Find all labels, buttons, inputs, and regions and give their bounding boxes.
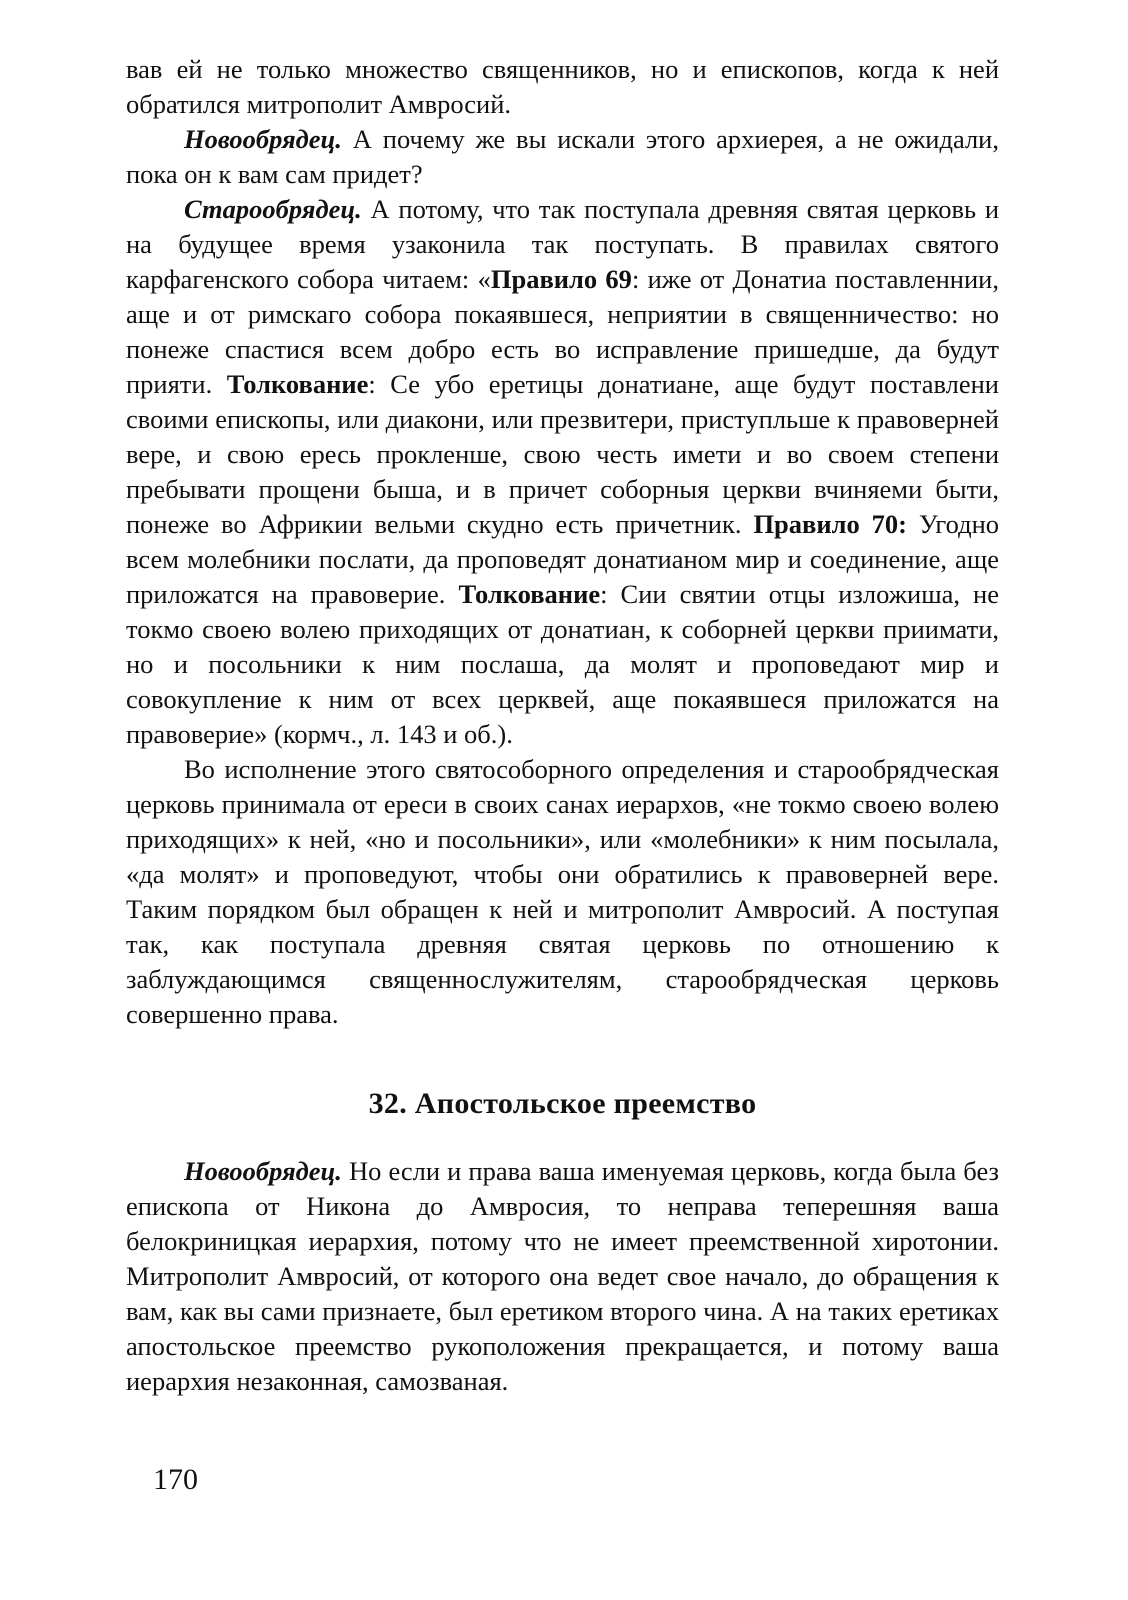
paragraph-text: : Се убо еретицы донатиане, аще будут поставлени своими епископы, или диакони, или презвитери, приступльше к правоверней вере, и свою ересь прокленше, свою честь имети и во своем степени пребывати прощени быша, и в причет соборныя церкви вчиняеми быти, понеже во Африкии вельми скудно есть причетник. — [126, 369, 999, 539]
rule-69-label: Правило 69 — [490, 264, 632, 294]
paragraph-text: : Сии святии отцы изложиша, не токмо своею волею приходящих от донатиан, к соборней церкви приимати, но и посольники к ним послаша, да молят и проповедают мир и совокупление к ним от всех церквей, аще покаявшеся приложатся на правоверие» (кормч., л. 143 и об.). — [126, 579, 999, 749]
commentary-label: Толкование — [226, 369, 369, 399]
paragraph-text: Но если и права ваша именуемая церковь, когда была без епископа от Никона до Амвросия, то неправа теперешняя ваша белокриницкая иерархия, потому что не имеет преемственной хиротонии. Митрополит Амвросий, от которого она ведет свое начало, до обращения к вам, как вы сами признаете, был еретиком второго чина. А на таких еретиках апостольское преемство рукоположения прекращается, и потому ваша иерархия незаконная, самозваная. — [126, 1156, 999, 1396]
page-number: 170 — [153, 1463, 198, 1496]
commentary-label: Толкование — [458, 579, 601, 609]
paragraph-conclusion: Во исполнение этого святособорного определения и старообрядческая церковь принимала от ереси в своих санах иерархов, «не токмо своею волею приходящих» к ней, «но и посольники», или «молебники» к ним посылала, «да молят» и проповедуют, чтобы они обратились к правоверней вере. Таким порядком был обращен к ней и митрополит Амвросий. А поступая так, как поступала древняя святая церковь по отношению к заблуждающимся священнослужителям, старообрядческая церковь совершенно права. — [126, 754, 999, 1029]
paragraph-text: А почему же вы искали этого архиерея, а не ожидали, пока он к вам сам придет? — [126, 124, 999, 189]
rule-70-label: Правило 70: — [753, 509, 908, 539]
paragraph-section-opening — [126, 1154, 999, 1399]
section-heading: 32. Апостольское преемство — [368, 1087, 757, 1120]
paragraph-staroobryadets-answer — [126, 192, 999, 752]
page-text-block — [126, 52, 999, 1399]
paragraph-text: : иже от Донатиа поставленнии, аще и от римскаго собора покаявшеся, неприятии в священничество: но понеже спастися всем добро есть во исправление пришедше, да будут прияти. — [126, 264, 999, 399]
speaker-label: Новообрядец. — [184, 1156, 342, 1186]
paragraph-text: А потому, что так поступала древняя святая церковь и на будущее время узаконила так поступать. В правилах святого карфагенского собора читаем: « — [126, 194, 999, 294]
paragraph-novoobryadets-question — [126, 122, 999, 192]
paragraph-continuation: вав ей не только множество священников, но и епископов, когда к ней обратился митрополит Амвросий. — [126, 54, 999, 119]
speaker-label: Старообрядец. — [184, 194, 362, 224]
paragraph-text: Угодно всем молебники послати, да проповедят донатианом мир и соединение, аще приложатся на правоверие. — [126, 509, 1000, 609]
speaker-label: Новообрядец. — [184, 124, 342, 154]
